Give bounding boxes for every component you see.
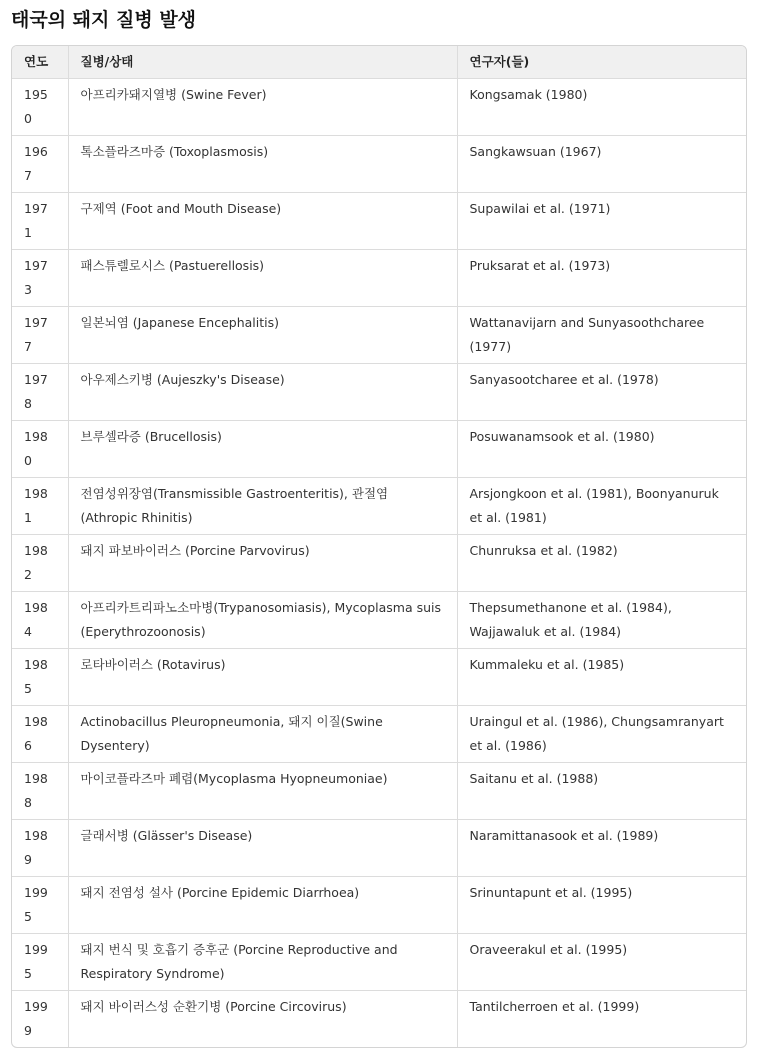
- cell-disease: 패스튜렐로시스 (Pastuerellosis): [68, 250, 457, 307]
- cell-researchers: Arsjongkoon et al. (1981), Boonyanuruk et al. (1981): [457, 478, 746, 535]
- table-row: [12, 136, 746, 193]
- column-header-researchers: 연구자(들): [457, 46, 746, 79]
- cell-disease: 전염성위장염(Transmissible Gastroenteritis), 관절염 (Athropic Rhinitis): [68, 478, 457, 535]
- table-body: [12, 79, 746, 1048]
- table-row: [12, 193, 746, 250]
- table-row: [12, 763, 746, 820]
- table-row: [12, 478, 746, 535]
- table-row: [12, 307, 746, 364]
- cell-researchers: Sanyasootcharee et al. (1978): [457, 364, 746, 421]
- cell-disease: 아우제스키병 (Aujeszky's Disease): [68, 364, 457, 421]
- cell-year: 1984: [12, 592, 68, 649]
- cell-researchers: Sangkawsuan (1967): [457, 136, 746, 193]
- table-row: [12, 991, 746, 1048]
- cell-year: 1995: [12, 877, 68, 934]
- column-header-year: 연도: [12, 46, 68, 79]
- cell-researchers: Srinuntapunt et al. (1995): [457, 877, 746, 934]
- cell-disease: 마이코플라즈마 폐렴(Mycoplasma Hyopneumoniae): [68, 763, 457, 820]
- cell-disease: 글래서병 (Glässer's Disease): [68, 820, 457, 877]
- table-row: [12, 877, 746, 934]
- cell-year: 1999: [12, 991, 68, 1048]
- table-row: [12, 79, 746, 136]
- cell-disease: 아프리카트리파노소마병(Trypanosomiasis), Mycoplasma suis (Eperythrozoonosis): [68, 592, 457, 649]
- cell-year: 1967: [12, 136, 68, 193]
- cell-researchers: Saitanu et al. (1988): [457, 763, 746, 820]
- cell-researchers: Wattanavijarn and Sunyasoothcharee (1977): [457, 307, 746, 364]
- cell-year: 1977: [12, 307, 68, 364]
- cell-researchers: Kummaleku et al. (1985): [457, 649, 746, 706]
- cell-year: 1978: [12, 364, 68, 421]
- cell-researchers: Posuwanamsook et al. (1980): [457, 421, 746, 478]
- cell-year: 1989: [12, 820, 68, 877]
- cell-researchers: Naramittanasook et al. (1989): [457, 820, 746, 877]
- cell-disease: Actinobacillus Pleuropneumonia, 돼지 이질(Swine Dysentery): [68, 706, 457, 763]
- cell-year: 1971: [12, 193, 68, 250]
- cell-disease: 아프리카돼지열병 (Swine Fever): [68, 79, 457, 136]
- table-row: [12, 364, 746, 421]
- cell-year: 1973: [12, 250, 68, 307]
- cell-year: 1995: [12, 934, 68, 991]
- cell-researchers: Kongsamak (1980): [457, 79, 746, 136]
- cell-disease: 로타바이러스 (Rotavirus): [68, 649, 457, 706]
- disease-table-container: [11, 45, 747, 1048]
- table-row: [12, 250, 746, 307]
- cell-disease: 돼지 번식 및 호흡기 증후군 (Porcine Reproductive and Respiratory Syndrome): [68, 934, 457, 991]
- table-row: [12, 820, 746, 877]
- table-row: [12, 535, 746, 592]
- cell-disease: 구제역 (Foot and Mouth Disease): [68, 193, 457, 250]
- table-row: [12, 706, 746, 763]
- cell-year: 1985: [12, 649, 68, 706]
- table-row: [12, 934, 746, 991]
- cell-year: 1982: [12, 535, 68, 592]
- cell-disease: 브루셀라증 (Brucellosis): [68, 421, 457, 478]
- cell-researchers: Pruksarat et al. (1973): [457, 250, 746, 307]
- column-header-disease: 질병/상태: [68, 46, 457, 79]
- cell-disease: 돼지 전염성 설사 (Porcine Epidemic Diarrhoea): [68, 877, 457, 934]
- table-row: [12, 649, 746, 706]
- cell-researchers: Supawilai et al. (1971): [457, 193, 746, 250]
- cell-year: 1950: [12, 79, 68, 136]
- table-row: [12, 592, 746, 649]
- cell-researchers: Uraingul et al. (1986), Chungsamranyart et al. (1986): [457, 706, 746, 763]
- cell-year: 1981: [12, 478, 68, 535]
- disease-table: [12, 46, 746, 1047]
- cell-disease: 돼지 바이러스성 순환기병 (Porcine Circovirus): [68, 991, 457, 1048]
- cell-researchers: Thepsumethanone et al. (1984), Wajjawaluk et al. (1984): [457, 592, 746, 649]
- page-title: 태국의 돼지 질병 발생: [11, 9, 197, 31]
- cell-disease: 돼지 파보바이러스 (Porcine Parvovirus): [68, 535, 457, 592]
- cell-researchers: Oraveerakul et al. (1995): [457, 934, 746, 991]
- cell-year: 1986: [12, 706, 68, 763]
- cell-disease: 톡소플라즈마증 (Toxoplasmosis): [68, 136, 457, 193]
- cell-year: 1988: [12, 763, 68, 820]
- cell-researchers: Chunruksa et al. (1982): [457, 535, 746, 592]
- cell-year: 1980: [12, 421, 68, 478]
- cell-disease: 일본뇌염 (Japanese Encephalitis): [68, 307, 457, 364]
- cell-researchers: Tantilcherroen et al. (1999): [469, 999, 640, 1014]
- table-row: [12, 421, 746, 478]
- table-header-row: [12, 46, 746, 79]
